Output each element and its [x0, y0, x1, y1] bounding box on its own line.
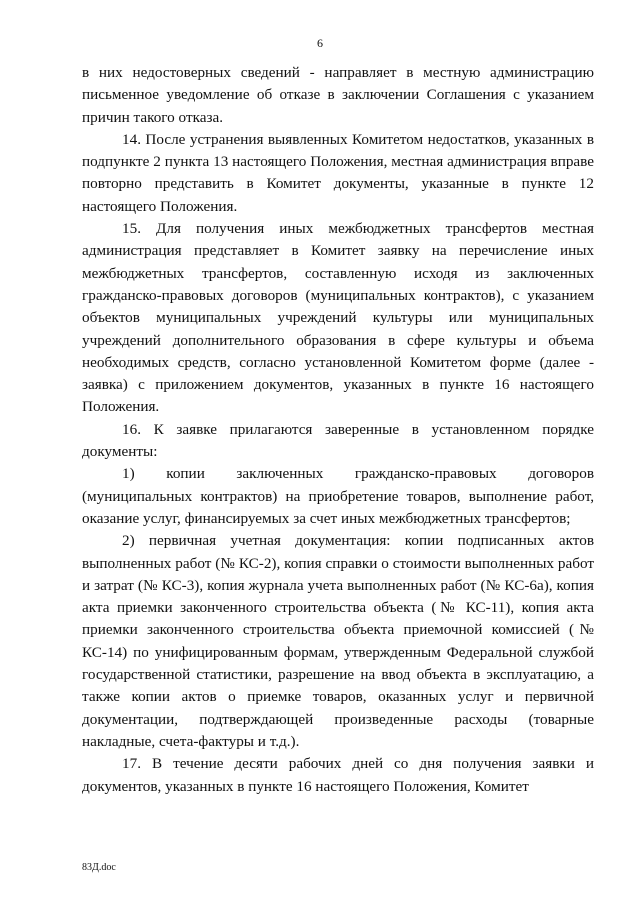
page-number: 6	[317, 36, 323, 50]
paragraph-17: 17. В течение десяти рабочих дней со дня получения заявки и документов, указанных в пункте 16 настоящего Положения, Комитет	[82, 755, 594, 795]
paragraph-15: 15. Для получения иных межбюджетных трансфертов местная администрация представляет в Комитет заявку на перечисление иных межбюджетных трансфертов, составленную исходя из заключенных гражданско-правовых договоров (муниципальных контрактов), с указанием объектов муниципальных учреждений культуры или муниципальных учреждений дополнительного образования в сфере культуры и объема необходимых средств, согласно установленной Комитетом форме (далее - заявка) с приложением документов, указанных в пункте 16 настоящего Положения.	[82, 220, 594, 416]
paragraph-continuation: в них недостоверных сведений - направляет в местную администрацию письменное уведомление об отказе в заключении Соглашения с указанием причин такого отказа.	[82, 64, 594, 126]
paragraph-16-item-2: 2) первичная учетная документация: копии подписанных актов выполненных работ (№ КС-2), копия справки о стоимости выполненных работ и затрат (№ КС-3), копия журнала учета выполненных работ (№ КС-6а), копия акта приемки законченного строительства объекта (№ КС-11), копия акта приемки законченного строительства объекта приемочной комиссией (№ КС-14) по унифицированным формам, утвержденным Федеральной службой государственной статистики, разрешение на ввод объекта в эксплуатацию, а также копии актов о приемке товаров, оказанных услуг и первичной документации, подтверждающей произведенные расходы (товарные накладные, счета-фактуры и т.д.).	[82, 532, 594, 750]
paragraph-14: 14. После устранения выявленных Комитетом недостатков, указанных в подпункте 2 пункта 13 настоящего Положения, местная администрация вправе повторно представить в Комитет документы, указанные в пункте 12 настоящего Положения.	[82, 130, 594, 215]
footer-filename: 83Д.doc	[82, 862, 116, 873]
paragraph-16: 16. К заявке прилагаются заверенные в установленном порядке документы:	[82, 420, 594, 461]
paragraph-16-item-1: 1) копии заключенных гражданско-правовых договоров (муниципальных контрактов) на приобретение товаров, выполнение работ, оказание услуг, финансируемых за счет иных межбюджетных трансфертов;	[82, 465, 594, 527]
document-body	[82, 62, 594, 798]
